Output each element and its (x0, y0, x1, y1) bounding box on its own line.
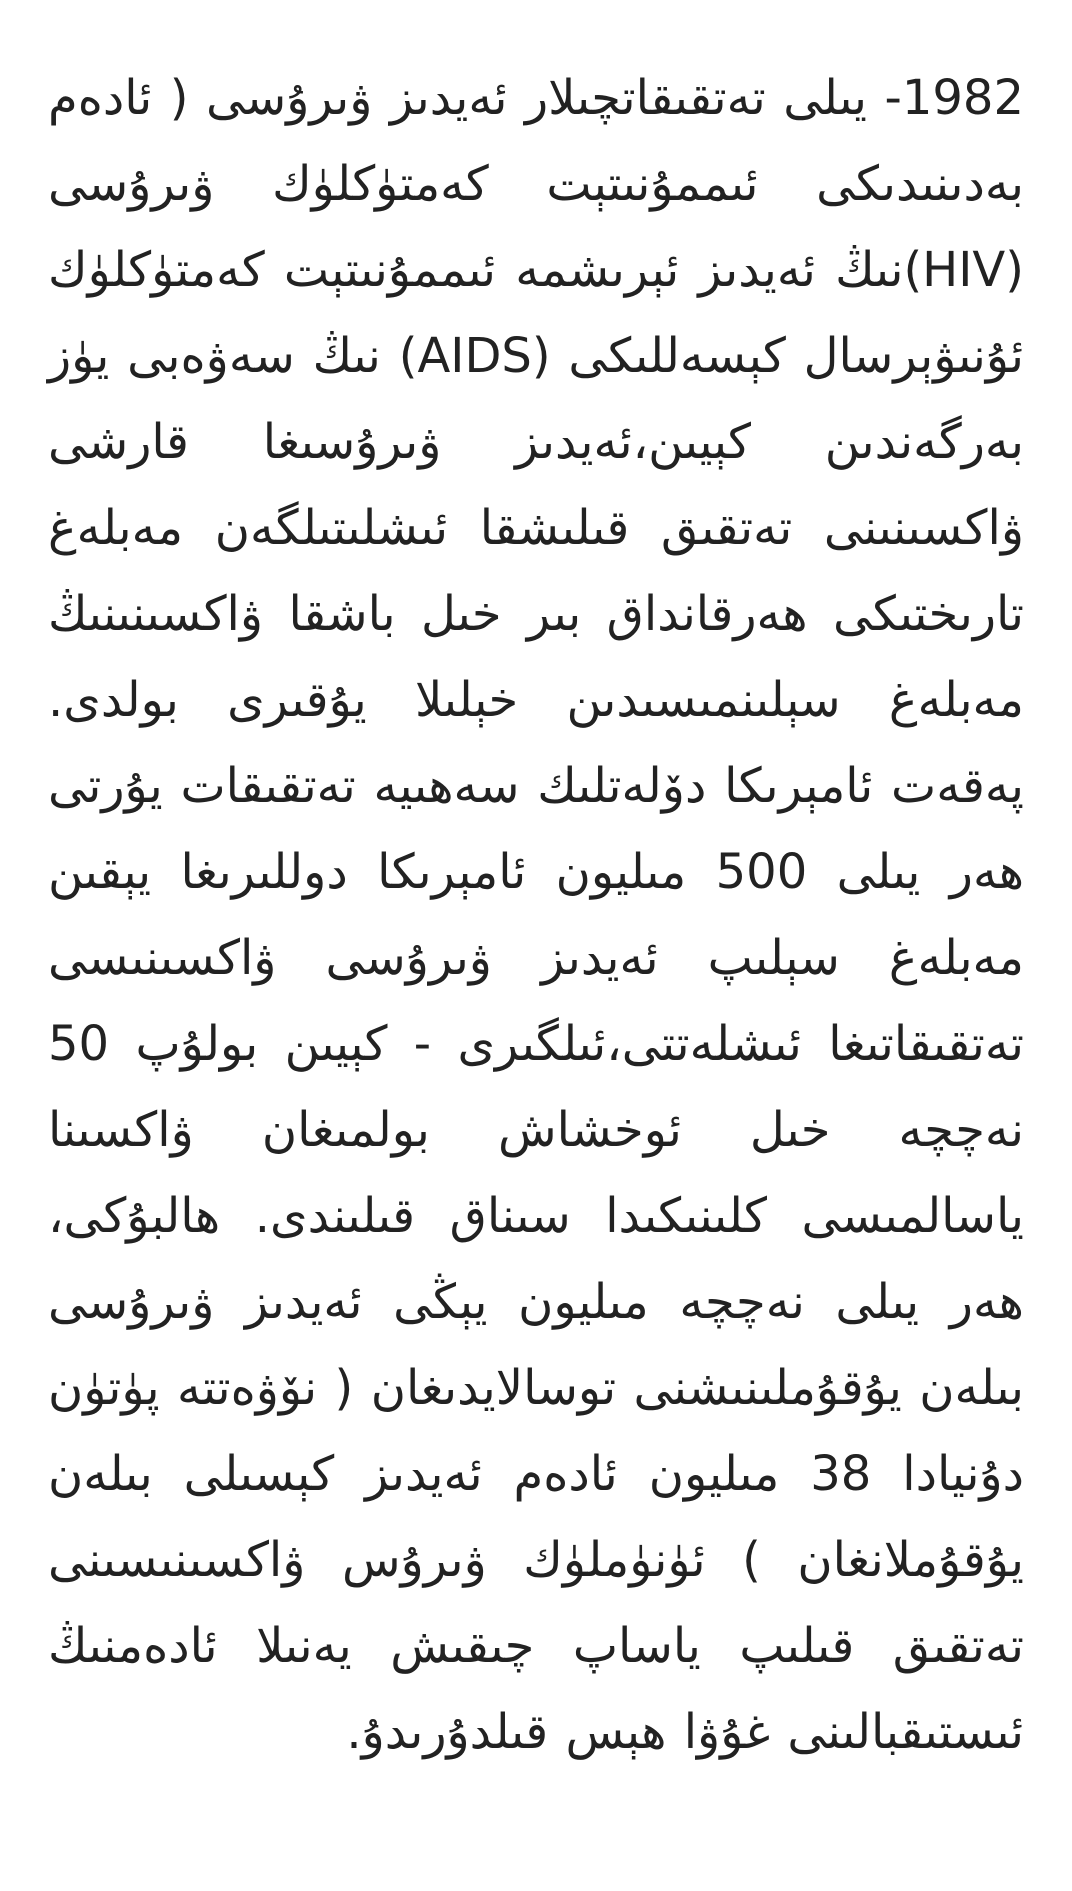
article-paragraph: 1982- يىلى تەتقىقاتچىلار ئەيدىز ۋىرۇسى ( ئادەم بەدىنىدىكى ئىممۇنىتېت كەمتۈكلۈك ۋىرۇسى (HIV)نىڭ ئەيدىز ئېرىشمە ئىممۇنىتېت كەمتۈكلۈك ئۇنىۋېرسال كېسەللىكى (AIDS) نىڭ سەۋەبى يۈز بەرگەندىن كېيىن،ئەيدىز ۋىرۇسىغا قارشى ۋاكسىنىنى تەتقىق قىلىشقا ئىشلىتىلگەن مەبلەغ تارىختىكى ھەرقانداق بىر خىل باشقا ۋاكسىنىنىڭ مەبلەغ سېلىنمىسىدىن خېلىلا يۇقىرى بولدى. پەقەت ئامېرىكا دۆلەتلىك سەھىيە تەتقىقات يۇرتى ھەر يىلى 500 مىليون ئامېرىكا دوللىرىغا يېقىن مەبلەغ سېلىپ ئەيدىز ۋىرۇسى ۋاكسىنىسى تەتقىقاتىغا ئىشلەتتى،ئىلگىرى - كېيىن بولۇپ 50 نەچچە خىل ئوخشاش بولمىغان ۋاكسىنا ياسالمىسى كلىنىكىدا سىناق قىلىندى. ھالبۇكى، ھەر يىلى نەچچە مىليون يېڭى ئەيدىز ۋىرۇسى بىلەن يۇقۇملىنىشنى توسالايدىغان ( نۆۋەتتە پۈتۈن دۇنيادا 38 مىليون ئادەم ئەيدىز كېسىلى بىلەن يۇقۇملانغان ) ئۈنۈملۈك ۋىرۇس ۋاكسىنىسىنى تەتقىق قىلىپ ياساپ چىقىش يەنىلا ئادەمنىڭ ئىستىقبالىنى غۇۋا ھېس قىلدۇرىدۇ. (48, 70, 1024, 1760)
